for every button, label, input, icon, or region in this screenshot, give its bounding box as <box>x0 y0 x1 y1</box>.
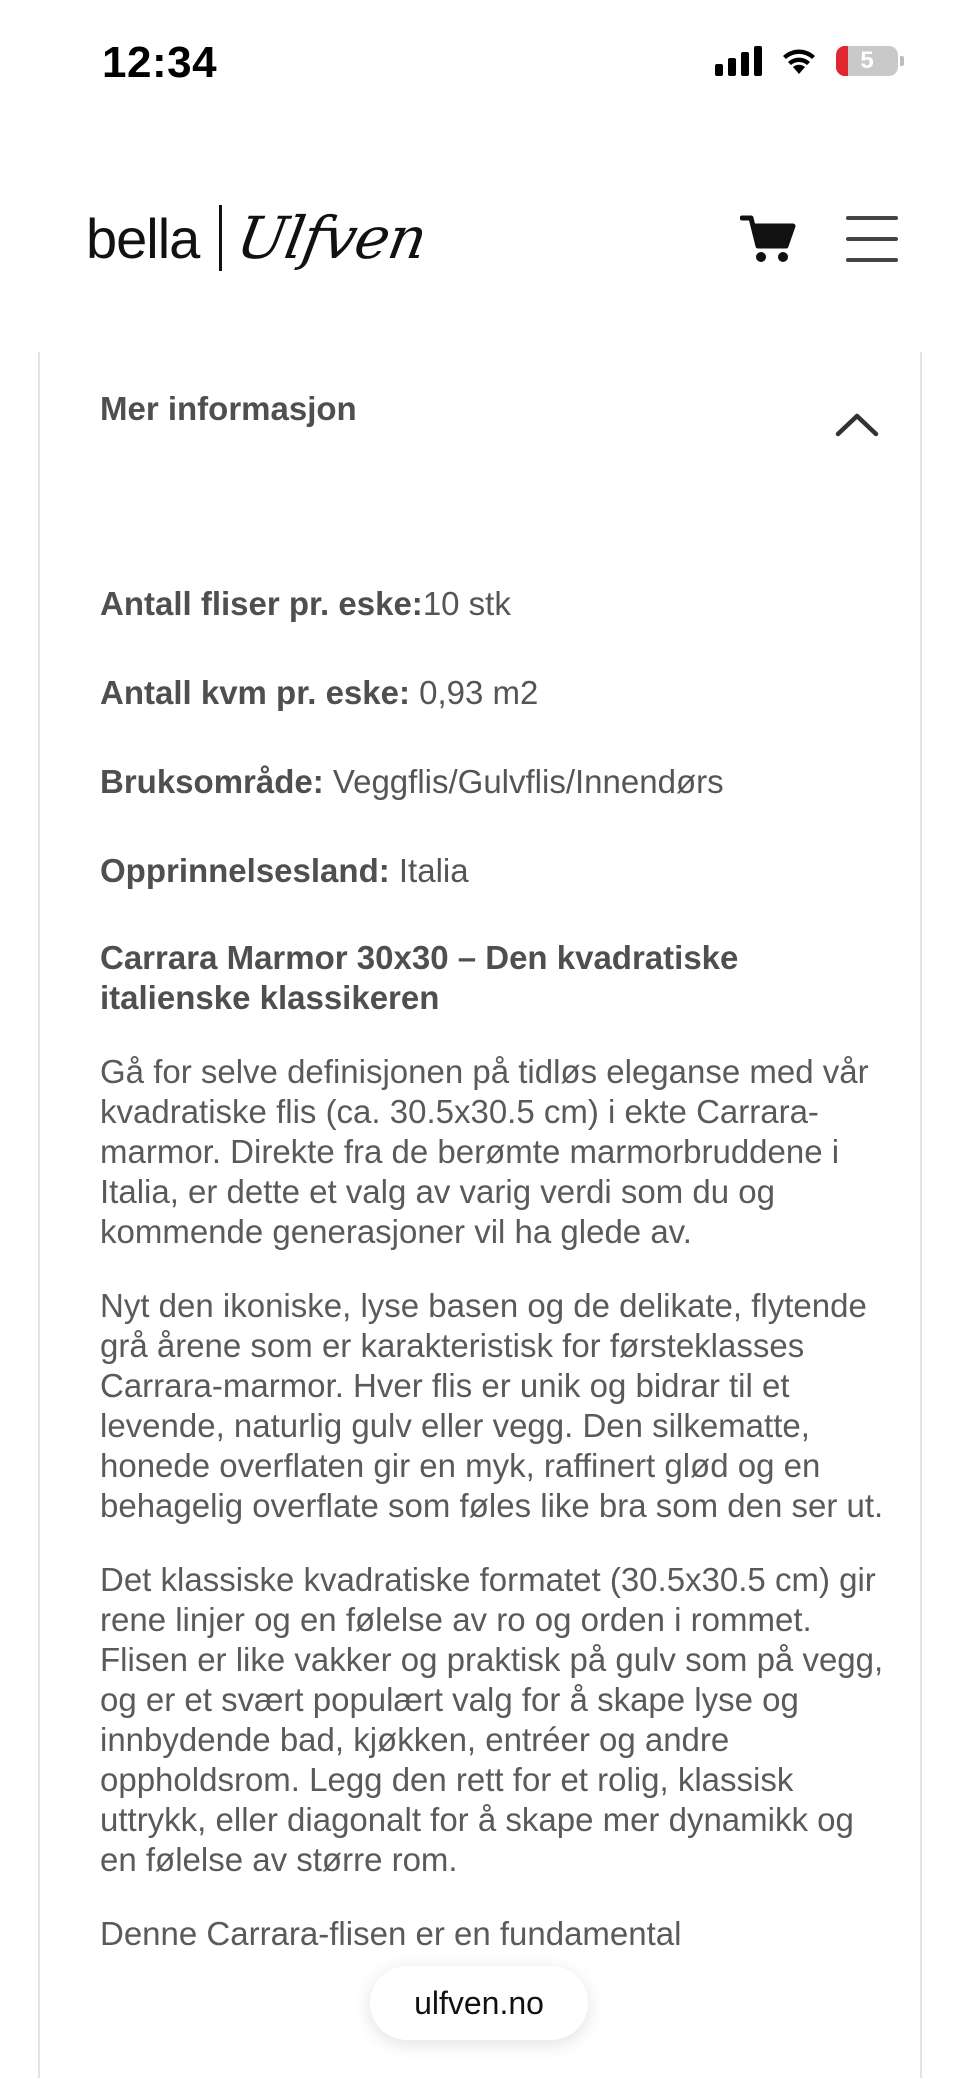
site-header <box>0 170 960 300</box>
spec-list <box>100 584 880 940</box>
product-info-panel <box>38 352 922 2078</box>
description-paragraph: Denne Carrara-flisen er en fundamental <box>100 1915 682 1952</box>
battery-icon <box>836 46 898 76</box>
accordion-header[interactable] <box>100 390 880 470</box>
description-heading: Carrara Marmor 30x30 – Den kvadratiske italienske klassikeren <box>100 939 739 1016</box>
logo-wordmark: bella <box>86 206 200 270</box>
description-paragraph: Gå for selve definisjonen på tidløs eleganse med vår kvadratiske flis (ca. 30.5x30.5 cm) i ekte Carrara-marmor. Direkte fra de berømte marmorbruddene i Italia, er dette et valg av varig verdi som du og kommende generasjoner vil ha glede av. <box>100 1053 869 1250</box>
cart-button[interactable] <box>740 214 796 264</box>
wifi-icon <box>780 46 818 76</box>
logo-script: Ulfven <box>232 204 432 272</box>
spec-item: Antall kvm pr. eske: 0,93 m2 <box>100 674 539 711</box>
product-description <box>100 938 884 1988</box>
description-paragraph: Nyt den ikoniske, lyse basen og de delikate, flytende grå årene som er karakteristisk for førsteklasses Carrara-marmor. Hver flis er unik og bidrar til et levende, naturlig gulv eller vegg. Den silkematte, honede overflaten gir en myk, raffinert glød og en behagelig overflate som føles like bra som den ser ut. <box>100 1287 884 1524</box>
logo-divider <box>219 205 222 271</box>
description-paragraph: Det klassiske kvadratiske formatet (30.5x30.5 cm) gir rene linjer og en følelse av ro og orden i rommet. Flisen er like vakker og praktisk på gulv som på vegg, og er et svært populært valg for å skape lyse og innbydende bad, kjøkken, entréer og andre oppholdsrom. Legg den rett for et rolig, klassisk uttrykk, eller diagonalt for å skape mer dynamikk og en følelse av større rom. <box>100 1561 884 1878</box>
status-bar <box>0 0 960 120</box>
spec-item: Antall fliser pr. eske:10 stk <box>100 585 511 622</box>
status-time: 12:34 <box>102 38 218 87</box>
browser-url-pill[interactable]: ulfven.no <box>370 1966 588 2040</box>
site-logo[interactable] <box>86 198 432 278</box>
accordion-title: Mer informasjon <box>100 390 357 427</box>
hamburger-menu-icon[interactable] <box>846 216 898 262</box>
spec-item: Opprinnelsesland: Italia <box>100 852 469 889</box>
cart-icon <box>740 214 796 264</box>
status-icons <box>715 46 898 76</box>
signal-icon <box>715 46 762 76</box>
chevron-up-icon[interactable] <box>834 404 880 444</box>
battery-level: 5 <box>860 47 874 74</box>
spec-item: Bruksområde: Veggflis/Gulvflis/Innendørs <box>100 763 724 800</box>
